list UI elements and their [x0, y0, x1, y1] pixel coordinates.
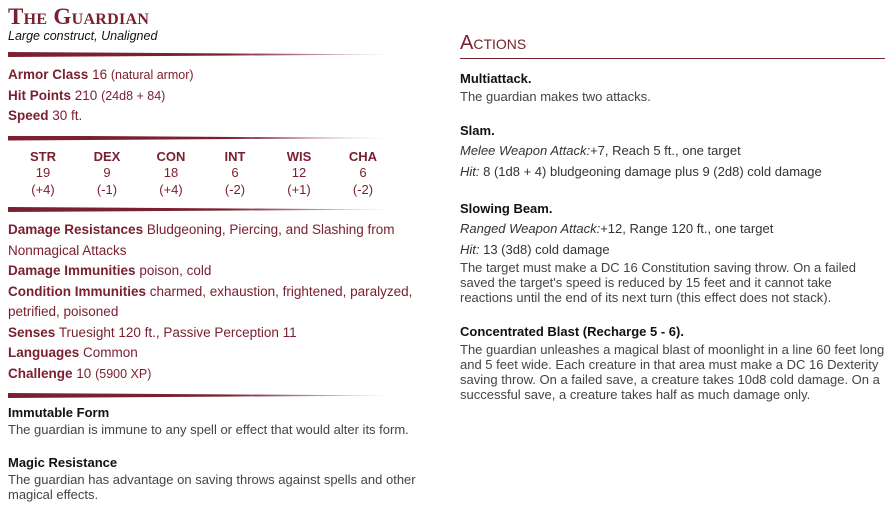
action-concentrated-blast: [460, 322, 885, 402]
ability-mod: (+1): [287, 181, 311, 197]
languages: [8, 343, 428, 364]
divider: [8, 136, 403, 141]
damage-immunities: [8, 261, 428, 282]
ability-score: 6: [359, 165, 367, 180]
action-name: Multiattack.: [460, 71, 532, 86]
attack-details: +12, Range 120 ft., one target: [600, 221, 774, 236]
divider: [8, 393, 403, 398]
stat-block-right-column: [460, 30, 885, 402]
condition-immunities-label: Condition Immunities: [8, 283, 146, 299]
ability-label: STR: [30, 148, 56, 164]
ability-cha: [331, 149, 395, 199]
ability-con: [139, 149, 203, 199]
ability-mod: (-2): [352, 181, 374, 197]
ability-label: DEX: [93, 148, 121, 164]
ability-score: 9: [103, 165, 111, 180]
ability-mod: (+4): [159, 181, 183, 197]
speed-value: 30 ft.: [52, 108, 83, 123]
trait-name: Immutable Form: [8, 405, 110, 420]
hit-details: 8 (1d8 + 4) bludgeoning damage plus 9 (2d8) cold damage: [479, 163, 822, 179]
actions-heading: Actions: [460, 30, 885, 59]
senses-value: Truesight 120 ft., Passive Perception 11: [58, 324, 297, 340]
senses-label: Senses: [8, 324, 56, 340]
attack-line: [460, 219, 885, 240]
armor-class: [8, 65, 428, 86]
action-name: Slowing Beam.: [460, 201, 553, 216]
condition-immunities-value: charmed, exhaustion, frightened, paralyzed, petrified, poisoned: [8, 283, 413, 319]
languages-value: Common: [83, 345, 138, 360]
languages-label: Languages: [8, 345, 80, 360]
hit-label: Hit:: [460, 241, 480, 257]
trait-text: The guardian is immune to any spell or effect that would alter its form.: [8, 422, 409, 437]
attack-type: Melee Weapon Attack:: [460, 143, 591, 158]
trait-name: Magic Resistance: [8, 455, 118, 470]
hit-label: Hit:: [460, 163, 480, 179]
hit-line: [460, 240, 885, 261]
monster-name: The Guardian: [8, 4, 150, 29]
ability-label: WIS: [286, 148, 312, 164]
ability-mod: (-1): [96, 181, 118, 197]
senses: [8, 323, 428, 344]
divider: [8, 52, 403, 57]
ability-label: CHA: [348, 148, 378, 164]
action-multiattack: [460, 69, 885, 104]
speed: [8, 106, 428, 127]
ability-dex: [75, 149, 139, 199]
stat-block-left-column: [8, 6, 428, 502]
action-text: The guardian makes two attacks.: [460, 89, 651, 104]
action-text: The target must make a DC 16 Constitution saving throw. On a failed saved the target's speed is reduced by 15 feet and it cannot take reactions until the end of its next turn (this effect does not stack).: [460, 260, 856, 305]
hit-points-label: Hit Points: [8, 87, 71, 103]
ability-score: 19: [35, 165, 51, 180]
ability-mod: (+4): [31, 181, 55, 197]
ability-score: 18: [163, 165, 179, 180]
trait-immutable-form: [8, 404, 428, 437]
attack-line: [460, 141, 885, 162]
hit-points: [8, 86, 428, 107]
challenge: [8, 364, 428, 385]
challenge-value: 10: [76, 365, 92, 381]
damage-resistances: [8, 220, 428, 261]
ability-str: [11, 149, 75, 199]
action-name: Slam.: [460, 123, 495, 138]
trait-magic-resistance: [8, 454, 428, 502]
armor-class-label: Armor Class: [8, 67, 89, 82]
attack-details: +7, Reach 5 ft., one target: [590, 143, 741, 158]
ability-score: 12: [291, 165, 307, 180]
challenge-label: Challenge: [8, 365, 73, 381]
trait-text: The guardian has advantage on saving throws against spells and other magical effects.: [8, 472, 416, 502]
damage-resistances-value: Bludgeoning, Piercing, and Slashing from Nonmagical Attacks: [8, 222, 395, 258]
divider: [8, 207, 403, 212]
hit-details: 13 (3d8) cold damage: [479, 241, 610, 257]
challenge-xp: (5900 XP): [95, 366, 152, 381]
action-slam: [460, 121, 885, 182]
hit-points-note: (24d8 + 84): [101, 88, 166, 103]
monster-type: Large construct, Unaligned: [8, 29, 158, 43]
hit-points-value: 210: [74, 87, 98, 103]
armor-class-value: 16: [92, 67, 108, 82]
hit-line: [460, 162, 885, 183]
ability-label: INT: [224, 148, 246, 164]
ability-score: 6: [231, 165, 239, 180]
action-text: The guardian unleashes a magical blast of moonlight in a line 60 feet long and 5 feet wide. Each creature in that area must make a DC 16 Dexterity saving throw. On a failed save, a creature takes 10d8 cold damage. On a successful save, a creature takes half as much damage only.: [460, 342, 885, 402]
ability-wis: [267, 149, 331, 199]
ability-scores: [8, 149, 428, 199]
damage-immunities-value: poison, cold: [139, 263, 212, 278]
ability-int: [203, 149, 267, 199]
attack-type: Ranged Weapon Attack:: [460, 221, 601, 236]
action-name: Concentrated Blast (Recharge 5 - 6).: [460, 324, 684, 339]
ability-mod: (-2): [224, 181, 246, 197]
condition-immunities: [8, 282, 428, 323]
speed-label: Speed: [8, 108, 49, 123]
damage-resistances-label: Damage Resistances: [8, 222, 144, 237]
armor-class-note: (natural armor): [110, 68, 194, 82]
damage-immunities-label: Damage Immunities: [8, 263, 136, 278]
ability-label: CON: [156, 148, 186, 164]
action-slowing-beam: [460, 199, 885, 305]
